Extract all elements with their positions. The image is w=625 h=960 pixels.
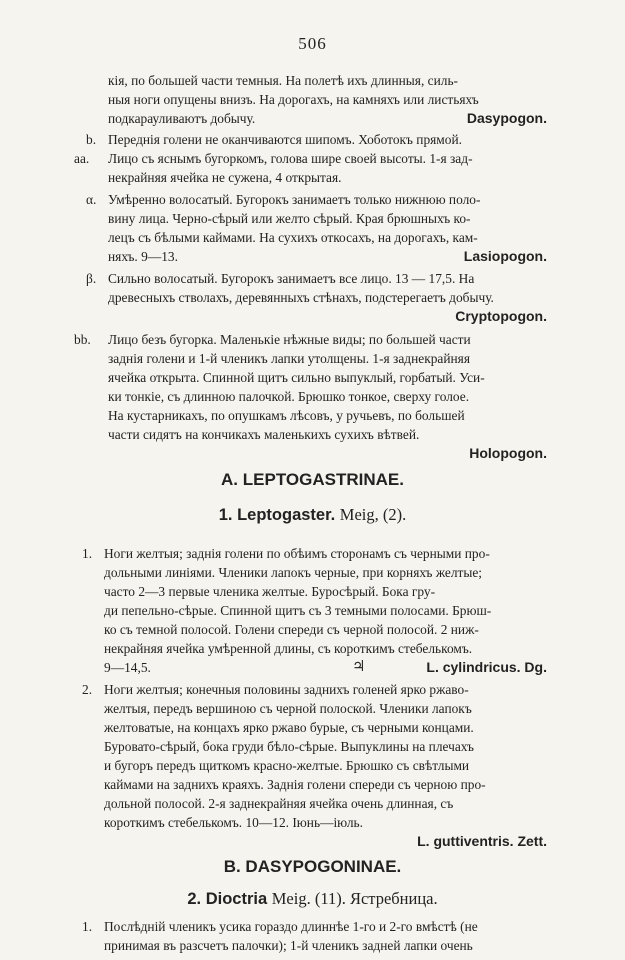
text-line: кія, по большей части темныя. На полетѣ ихъ длинныя, силь- (108, 73, 459, 88)
text-line: части сидятъ на кончикахъ маленькихъ сухихъ вѣтвей. (108, 427, 420, 442)
text-line: Переднія голени не оканчиваются шипомъ. Хоботокъ прямой. (108, 132, 462, 147)
species-name: L. guttiventris. Zett. (417, 833, 547, 849)
key-marker: b. (86, 132, 97, 147)
item-marker: 1. (82, 919, 93, 934)
text-line: Лицо съ яснымъ бугоркомъ, голова шире своей высоты. 1-я зад- (108, 151, 473, 166)
text-line: заднія голени и 1-й членикъ лапки утолщены. 1-я заднекрайняя (108, 351, 471, 366)
text-line: древесныхъ стволахъ, деревянныхъ стѣнахъ, подстерегаетъ добычу. (108, 290, 494, 305)
species-name: Lasiopogon. (463, 248, 547, 264)
key-marker: aa. (74, 151, 90, 166)
text-line: подкарауливаютъ добычу. (108, 111, 256, 126)
text-line: часто 2—3 первые членика желтые. Буросѣрый. Бока гру- (104, 584, 436, 599)
section-heading: B. DASYPOGONINAE. (223, 857, 402, 876)
text-line: Лицо безъ бугорка. Маленькіе нѣжные виды; по большей части (108, 332, 471, 347)
text-line: желтыя, передъ вершиною съ черной полоской. Членики лапокъ (104, 701, 472, 716)
genus-heading (0, 505, 625, 525)
text-line: Буровато-сѣрый, бока груди бѣло-сѣрые. Выпуклины на плечахъ (104, 739, 474, 754)
text-line: ныя ноги опущены внизъ. На дорогахъ, на камняхъ или листьяхъ (108, 92, 479, 107)
key-marker: β. (86, 271, 97, 286)
text-line: Ноги желтыя; заднія голени по обѣимъ сторонамъ съ черными про- (104, 546, 490, 561)
key-marker: bb. (74, 332, 91, 347)
text-line: каймами на заднихъ краяхъ. Заднія голени спереди съ черною про- (104, 777, 486, 792)
key-marker: α. (86, 192, 97, 207)
text-line: желтоватые, на концахъ ярко ржаво бурые, съ черными концами. (104, 720, 474, 735)
genus-author: Meig, (2). (339, 505, 407, 524)
species-name: L. cylindricus. Dg. (426, 659, 547, 675)
text-line: некрайняя ячейка умѣренной длины, съ короткимъ стебелькомъ. (104, 641, 473, 656)
text-line: Умѣренно волосатый. Бугорокъ занимаетъ только нижнюю поло- (108, 192, 481, 207)
item-marker: 2. (82, 682, 93, 697)
item-marker: 1. (82, 546, 93, 561)
text-line: лецъ съ бѣлыми каймами. На сухихъ откосахъ, на дорогахъ, кам- (108, 230, 478, 245)
text-line: Послѣдній членикъ усика гораздо длиннѣе 1-го и 2-го вмѣстѣ (не (104, 919, 478, 934)
genus-name: 2. Dioctria (187, 890, 268, 908)
species-name: Holopogon. (469, 445, 547, 461)
text-line: Сильно волосатый. Бугорокъ занимаетъ все лицо. 13 — 17,5. На (108, 271, 475, 286)
text-line: и бугоръ передъ щиткомъ красно-желтые. Брюшко съ свѣтлыми (104, 758, 470, 773)
text-line: дольной полосой. 2-я заднекрайняя ячейка очень длинная, съ (104, 796, 454, 811)
text-line: короткимъ стебелькомъ. 10—12. Іюнь—іюль. (104, 815, 363, 830)
section-heading: A. LEPTOGASTRINAE. (221, 470, 404, 489)
genus-author: Meig. (11). Ястребница. (271, 889, 438, 908)
male-symbol: ♃ (352, 659, 366, 675)
text-line: ко съ темной полосой. Голени спереди съ черной полосой. 2 ниж- (104, 622, 479, 637)
text-line: некрайняя ячейка не сужена, 4 открытая. (108, 170, 342, 185)
text-line: вину лица. Черно-сѣрый или желто сѣрый. Края брюшныхъ ко- (108, 211, 471, 226)
species-name: Cryptopogon. (455, 308, 547, 324)
text-line: ди пепельно-сѣрые. Спинной щитъ съ 3 темными полосами. Брюш- (104, 603, 492, 618)
text-line: Ноги желтыя; конечныя половины заднихъ голеней ярко ржаво- (104, 682, 469, 697)
genus-name: 1. Leptogaster. (218, 506, 336, 524)
text-line: На кустарникахъ, по опушкамъ лѣсовъ, у ручьевъ, по большей (108, 408, 465, 423)
text-line: ячейка открыта. Спинной щитъ сильно выпуклый, горбатый. Уси- (108, 370, 485, 385)
text-line: принимая въ разсчетъ палочки); 1-й членикъ задней лапки очень (104, 938, 473, 953)
genus-heading (0, 889, 625, 909)
page-number: 506 (298, 34, 327, 53)
text-line: ки тонкіе, съ длинною палочкой. Брюшко тонкое, сверху голое. (108, 389, 470, 404)
species-name: Dasypogon. (466, 110, 547, 126)
text-line: няхъ. 9—13. (108, 249, 178, 264)
text-line: 9—14,5. (104, 660, 151, 675)
text-line: дольными линіями. Членики лапокъ черные, при корняхъ желтые; (104, 565, 483, 580)
